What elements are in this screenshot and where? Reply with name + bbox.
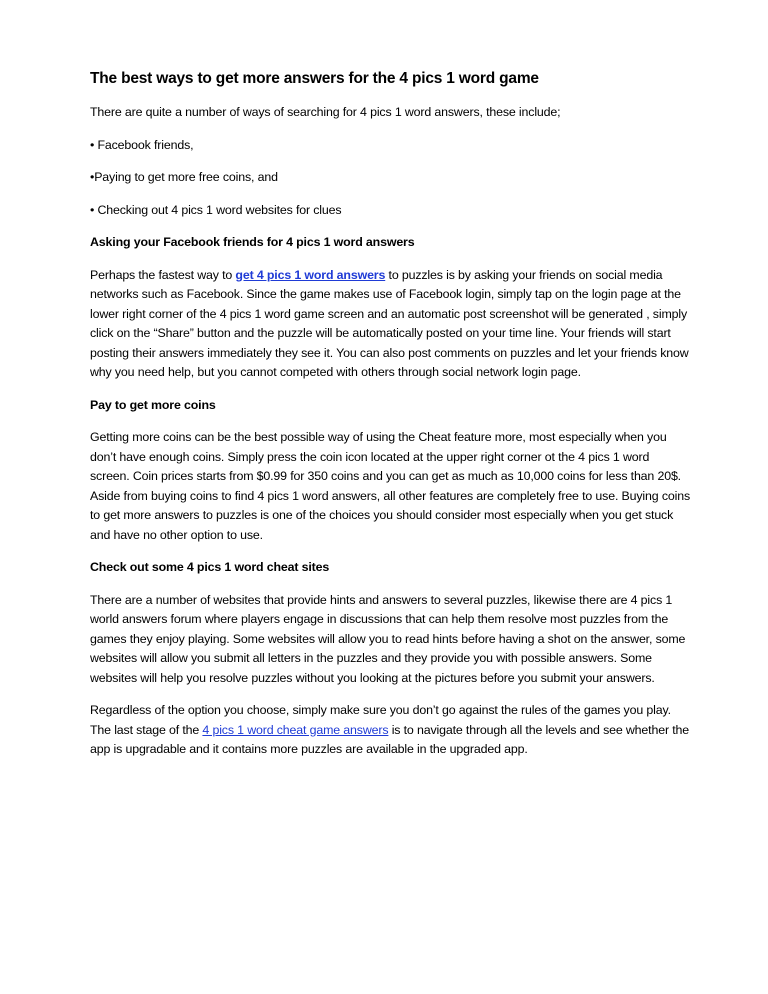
closing-paragraph xyxy=(90,701,690,760)
body-text: Perhaps the fastest way to xyxy=(90,267,236,282)
body-text: is to navigate through all the levels and see whether the app is upgradable and it contains more puzzles are available in the upgraded app. xyxy=(90,722,689,756)
section-body-facebook xyxy=(90,266,690,383)
document-title: The best ways to get more answers for the 4 pics 1 word game xyxy=(90,70,539,87)
section-heading-cheat-sites: Check out some 4 pics 1 word cheat sites xyxy=(90,560,330,574)
document-page xyxy=(90,68,690,773)
bullet-item: • Checking out 4 pics 1 word websites for clues xyxy=(90,202,342,217)
intro-paragraph: There are quite a number of ways of searching for 4 pics 1 word answers, these include; xyxy=(90,105,561,119)
bullet-item: •Paying to get more free coins, and xyxy=(90,170,278,184)
section-body-coins: Getting more coins can be the best possible way of using the Cheat feature more, most especially when you don’t have enough coins. Simply press the coin icon located at the upper right corner ot the 4 pics 1 word screen. Coin prices starts from $0.99 for 350 coins and you can get as much as 10,000 coins for less than 20$. Aside from buying coins to find 4 pics 1 word answers, all other features are completely free to use. Buying coins to get more answers to puzzles is one of the choices you should consider most especially when you get stuck and have no other option to use. xyxy=(90,430,690,542)
bullet-item: • Facebook friends, xyxy=(90,137,194,152)
body-text: to puzzles is by asking your friends on social media networks such as Facebook. Since the game makes use of Facebook login, simply tap on the login page at the lower right corner of the 4 pics 1 word game screen and an automatic post screenshot will be generated , simply click on the “Share” button and the puzzle will be automatically posted on your time line. Your friends will start posting their answers immediately they see it. You can also post comments on puzzles and let your friends know why you need help, but you cannot competed with others through social network login page. xyxy=(90,267,689,379)
section-body-cheat-sites: There are a number of websites that provide hints and answers to several puzzles, likewise there are 4 pics 1 world answers forum where players engage in discussions that can help them resolve most puzzles from the games they enjoy playing. Some websites will allow you to read hints before having a shot on the answer, some websites will allow you submit all letters in the puzzles and they provide you with possible answers. Some websites will help you resolve puzzles without you looking at the pictures before you submit your answers. xyxy=(90,592,686,685)
section-heading-coins: Pay to get more coins xyxy=(90,397,216,412)
body-text: Regardless of the option you choose, simply make sure you don’t go against the rules of the games you play. The last stage of the xyxy=(90,703,671,737)
get-answers-link[interactable]: get 4 pics 1 word answers xyxy=(235,267,386,282)
cheat-game-answers-link[interactable]: 4 pics 1 word cheat game answers xyxy=(202,722,389,737)
section-heading-facebook: Asking your Facebook friends for 4 pics 1 word answers xyxy=(90,235,415,249)
